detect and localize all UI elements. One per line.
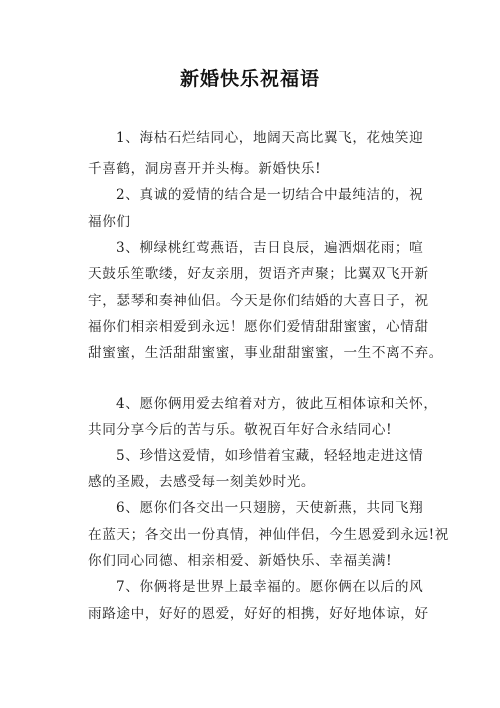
paragraph-line: 在蓝天；各交出一份真情，神仙伴侣，今生恩爱到永远!祝 — [88, 527, 449, 543]
paragraph-line: 6、愿你们各交出一只翅膀，天使新燕，共同飞翔 — [116, 500, 424, 516]
paragraph-line: 3、柳绿桃红莺燕语，吉日良辰，遍洒烟花雨；喧 — [116, 240, 424, 256]
paragraph-line: 天鼓乐笙歌缕，好友亲朋，贺语齐声聚；比翼双飞开新 — [88, 266, 429, 282]
paragraph-line: 感的圣殿，去感受每一刻美妙时光。 — [88, 474, 316, 490]
document-title: 新婚快乐祝福语 — [179, 68, 320, 90]
paragraph-line: 宇，瑟琴和奏神仙侣。今天是你们结婚的大喜日子，祝 — [88, 293, 429, 309]
paragraph-line: 你们同心同德、相亲相爱、新婚快乐、幸福美满! — [88, 553, 393, 569]
paragraph-line: 甜蜜蜜，生活甜甜蜜蜜，事业甜甜蜜蜜，一生不离不弃。 — [88, 345, 443, 361]
paragraph-line: 1、海枯石烂结同心，地阔天高比翼飞，花烛笑迎 — [116, 130, 424, 146]
paragraph-line: 4、愿你俩用爱去绾着对方，彼此互相体谅和关怀， — [116, 396, 438, 412]
paragraph-line: 共同分享今后的苦与乐。敬祝百年好合永结同心! — [88, 422, 393, 438]
paragraph-line: 7、你俩将是世界上最幸福的。愿你俩在以后的风 — [116, 579, 424, 595]
paragraph-line: 5、珍惜这爱情，如珍惜着宝藏，轻轻地走进这情 — [116, 448, 424, 464]
paragraph-line: 雨路途中，好好的恩爱，好好的相携，好好地体谅，好 — [88, 606, 429, 622]
paragraph-line: 2、真诚的爱情的结合是一切结合中最纯洁的，祝 — [116, 187, 424, 203]
paragraph-line: 福你们 — [88, 214, 131, 230]
paragraph-line: 千喜鹤，洞房喜开并头梅。新婚快乐! — [88, 161, 322, 177]
paragraph-line: 福你们相亲相爱到永远！愿你们爱情甜甜蜜蜜，心情甜 — [88, 319, 429, 335]
